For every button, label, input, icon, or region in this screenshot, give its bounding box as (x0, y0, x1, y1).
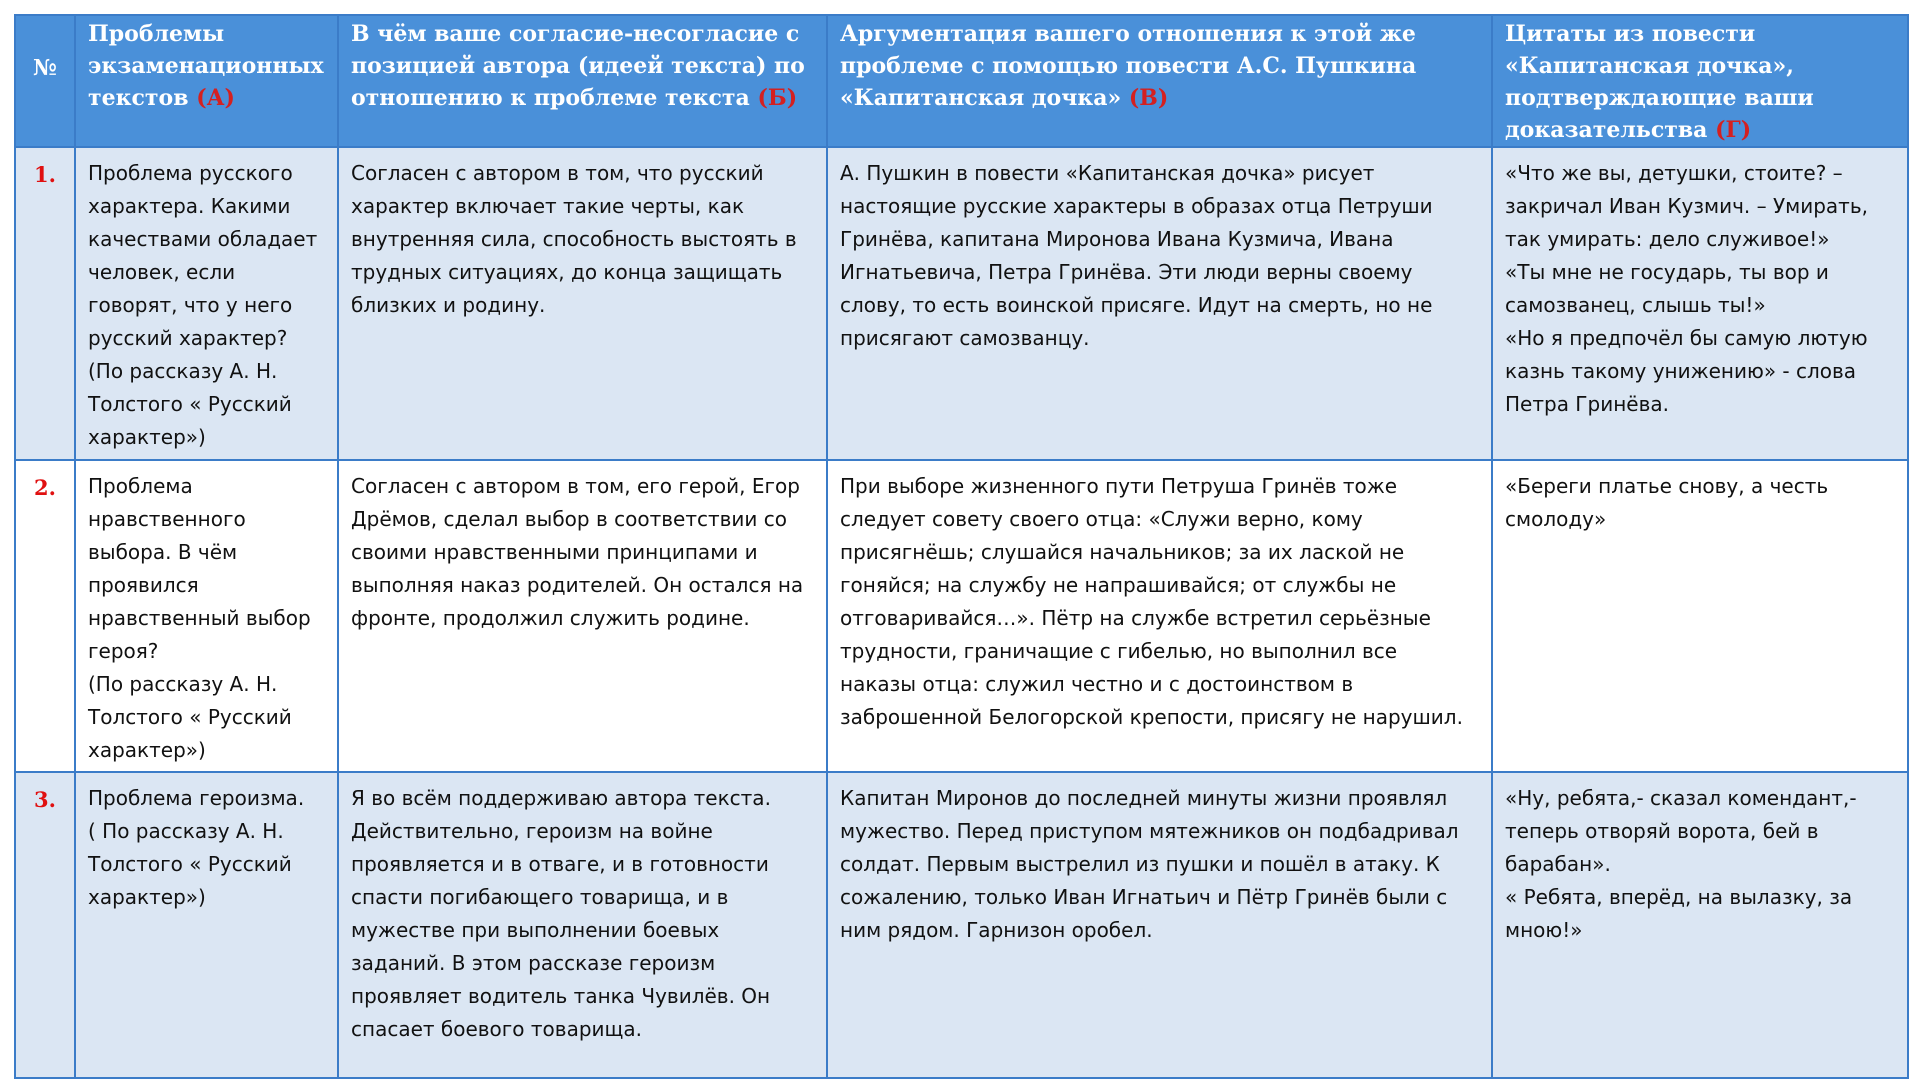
cell-quotes: «Что же вы, детушки, стоите? – закричал Иван Кузмич. – Умирать, так умирать: дело служивое!» «Ты мне не государь, ты вор и самозванец, слышь ты!» «Но я предпочёл бы самую лютую казнь такому унижению» - слова Петра Гринёва. (1492, 147, 1908, 460)
cell-agreement: Я во всём поддерживаю автора текста. Действительно, героизм на войне проявляется и в отваге, и в готовности спасти погибающего товарища, и в мужестве при выполнении боевых заданий. В этом рассказе героизм проявляет водитель танка Чувилёв. Он спасает боевого товарища. (338, 772, 827, 1078)
row-number: 1. (15, 147, 75, 460)
header-quotes: Цитаты из повести «Капитанская дочка», подтверждающие ваши доказательства (Г) (1492, 15, 1908, 147)
cell-agreement: Согласен с автором в том, его герой, Егор Дрёмов, сделал выбор в соответствии со своими нравственными принципами и выполняя наказ родителей. Он остался на фронте, продолжил служить родине. (338, 460, 827, 772)
header-letter-c: (В) (1128, 85, 1169, 111)
header-letter-d: (Г) (1715, 117, 1752, 143)
header-letter-b: (Б) (757, 85, 798, 111)
table-row (15, 772, 1908, 1078)
header-argumentation: Аргументация вашего отношения к этой же проблеме с помощью повести А.С. Пушкина «Капитанская дочка» (В) (827, 15, 1492, 147)
cell-argumentation: При выборе жизненного пути Петруша Гринёв тоже следует совету своего отца: «Служи верно, кому присягнёшь; слушайся начальников; за их лаской не гоняйся; на службу не напрашивайся; от службы не отговаривайся…». Пётр на службе встретил серьёзные трудности, граничащие с гибелью, но выполнил все наказы отца: служил честно и с достоинством в заброшенной Белогорской крепости, присягу не нарушил. (827, 460, 1492, 772)
header-row (15, 15, 1908, 147)
header-agreement: В чём ваше согласие-несогласие с позицией автора (идеей текста) по отношению к проблеме текста (Б) (338, 15, 827, 147)
cell-argumentation: А. Пушкин в повести «Капитанская дочка» рисует настоящие русские характеры в образах отца Петруши Гринёва, капитана Миронова Ивана Кузмича, Ивана Игнатьевича, Петра Гринёва. Эти люди верны своему слову, то есть воинской присяге. Идут на смерть, но не присягают самозванцу. (827, 147, 1492, 460)
cell-argumentation: Капитан Миронов до последней минуты жизни проявлял мужество. Перед приступом мятежников он подбадривал солдат. Первым выстрелил из пушки и пошёл в атаку. К сожалению, только Иван Игнатьич и Пётр Гринёв были с ним рядом. Гарнизон оробел. (827, 772, 1492, 1078)
cell-quotes: «Ну, ребята,- сказал комендант,- теперь отворяй ворота, бей в барабан». « Ребята, вперёд, на вылазку, за мною!» (1492, 772, 1908, 1078)
cell-quotes: «Береги платье снову, а честь смолоду» (1492, 460, 1908, 772)
cell-problem: Проблема героизма. ( По рассказу А. Н. Толстого « Русский характер») (75, 772, 338, 1078)
literature-table (14, 14, 1909, 1079)
row-number: 2. (15, 460, 75, 772)
cell-problem: Проблема русского характера. Какими качествами обладает человек, если говорят, что у него русский характер? (По рассказу А. Н. Толстого « Русский характер») (75, 147, 338, 460)
cell-problem: Проблема нравственного выбора. В чём проявился нравственный выбор героя? (По рассказу А. Н. Толстого « Русский характер») (75, 460, 338, 772)
cell-agreement: Согласен с автором в том, что русский характер включает такие черты, как внутренняя сила, способность выстоять в трудных ситуациях, до конца защищать близких и родину. (338, 147, 827, 460)
header-letter-a: (А) (196, 85, 235, 111)
row-number: 3. (15, 772, 75, 1078)
header-problems: Проблемы экзаменационных текстов (А) (75, 15, 338, 147)
header-number: № (15, 15, 75, 147)
table-row (15, 460, 1908, 772)
table-row (15, 147, 1908, 460)
